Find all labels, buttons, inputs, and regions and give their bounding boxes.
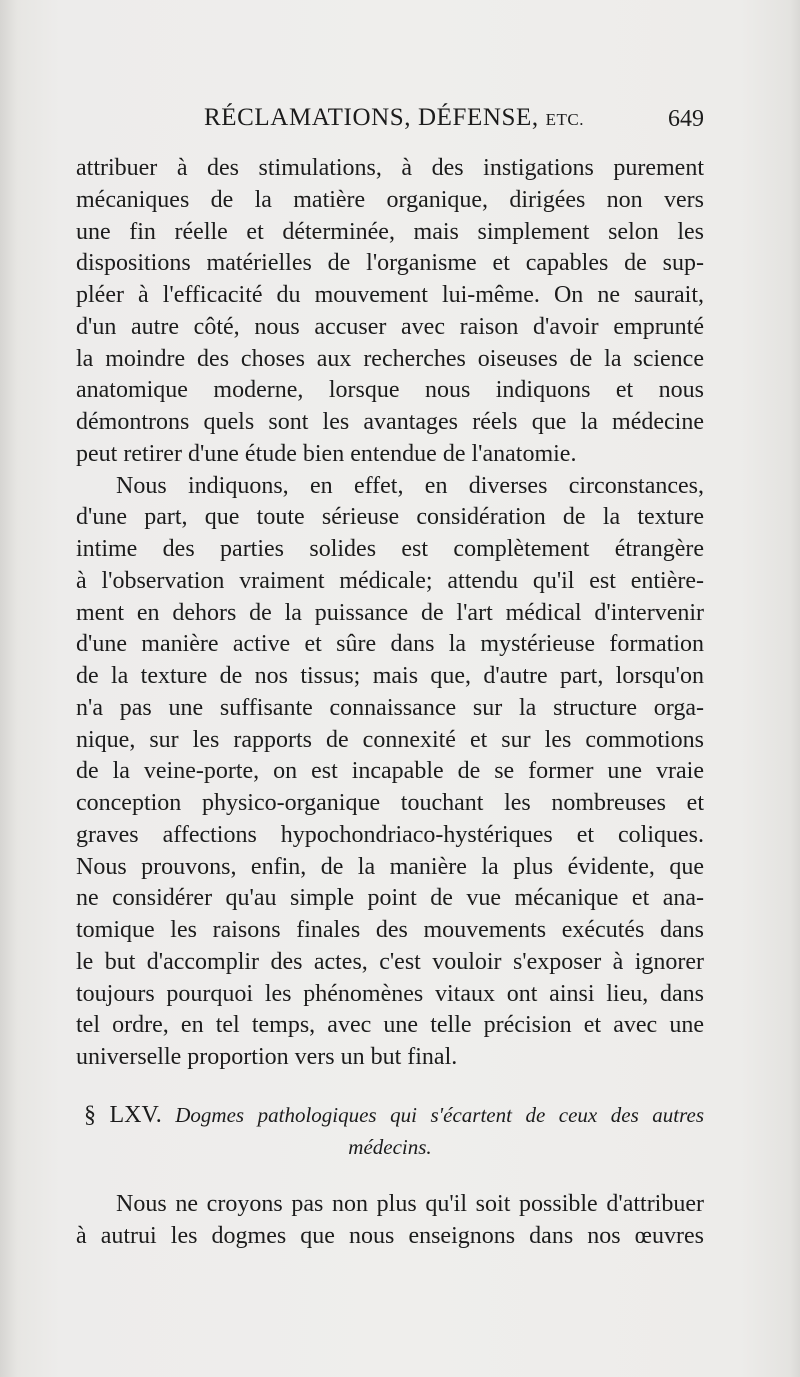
text-line: ment en dehors de la puissance de l'art médical d'intervenir <box>76 599 704 626</box>
text-line: une fin réelle et déterminée, mais simplement selon les <box>76 218 704 245</box>
text-line: conception physico-organique touchant les nombreuses et <box>76 790 704 816</box>
text-line: d'une part, que toute sérieuse considération de la texture <box>76 504 704 531</box>
section-title-line <box>76 1100 704 1132</box>
page-header <box>76 104 704 140</box>
text-line: anatomique moderne, lorsque nous indiquons et nous <box>76 377 704 404</box>
text-line: d'une manière active et sûre dans la mystérieuse formation <box>76 631 704 658</box>
text-line: n'a pas une suffisante connaissance sur la structure orga- <box>76 694 704 721</box>
section-heading <box>76 1100 704 1164</box>
section-title-line-2: médecins. <box>348 1134 432 1159</box>
text-line: attribuer à des stimulations, à des instigations purement <box>76 155 704 181</box>
text-line: peut retirer d'une étude bien entendue de l'anatomie. <box>76 440 577 467</box>
text-line: Nous ne croyons pas non plus qu'il soit possible d'attribuer <box>116 1191 704 1218</box>
text-line: tel ordre, en tel temps, avec une telle précision et avec une <box>76 1012 704 1039</box>
text-line: Nous indiquons, en effet, en diverses circonstances, <box>116 472 704 499</box>
text-line: de la texture de nos tissus; mais que, d'autre part, lorsqu'on <box>76 663 704 689</box>
page-body <box>76 153 704 1253</box>
text-line: démontrons quels sont les avantages réels que la médecine <box>76 409 704 435</box>
text-line: graves affections hypochondriaco-hystériques et coliques. <box>76 821 704 848</box>
running-title-etc: ETC. <box>545 110 584 129</box>
text-line: Nous prouvons, enfin, de la manière la plus évidente, que <box>76 853 704 880</box>
text-line: de la veine-porte, on est incapable de se former une vraie <box>76 758 704 785</box>
paragraph-2 <box>76 471 704 1074</box>
text-line: à l'observation vraiment médicale; attendu qu'il est entière- <box>76 567 704 594</box>
text-line: pléer à l'efficacité du mouvement lui-même. On ne saurait, <box>76 282 704 308</box>
text-line: à autrui les dogmes que nous enseignons dans nos œuvres <box>76 1223 704 1249</box>
paragraph-1 <box>76 153 704 471</box>
text-line: le but d'accomplir des actes, c'est vouloir s'exposer à ignorer <box>76 948 704 975</box>
text-line: toujours pourquoi les phénomènes vitaux ont ainsi lieu, dans <box>76 980 704 1007</box>
paragraph-3 <box>76 1189 704 1253</box>
running-title: RÉCLAMATIONS, DÉFENSE, ETC. <box>204 104 584 131</box>
section-sign: § <box>84 1101 96 1128</box>
text-line: la moindre des choses aux recherches oiseuses de la science <box>76 345 704 372</box>
text-line: universelle proportion vers un but final. <box>76 1044 458 1070</box>
page-number: 649 <box>668 106 704 132</box>
spacer <box>76 1074 704 1100</box>
text-line: d'un autre côté, nous accuser avec raison d'avoir emprunté <box>76 313 704 340</box>
text-line: tomique les raisons finales des mouvements exécutés dans <box>76 917 704 943</box>
text-line: intime des parties solides est complètement étrangère <box>76 536 704 562</box>
text-line: ne considérer qu'au simple point de vue mécanique et ana- <box>76 885 704 912</box>
section-title-text: Dogmes pathologiques qui s'écartent de ceux des autres <box>175 1102 704 1127</box>
text-line: dispositions matérielles de l'organisme et capables de sup- <box>76 250 704 277</box>
spacer <box>76 1163 704 1189</box>
text-line: nique, sur les rapports de connexité et sur les commotions <box>76 726 704 753</box>
text-line: mécaniques de la matière organique, dirigées non vers <box>76 186 704 213</box>
section-number: LXV. <box>109 1101 162 1128</box>
